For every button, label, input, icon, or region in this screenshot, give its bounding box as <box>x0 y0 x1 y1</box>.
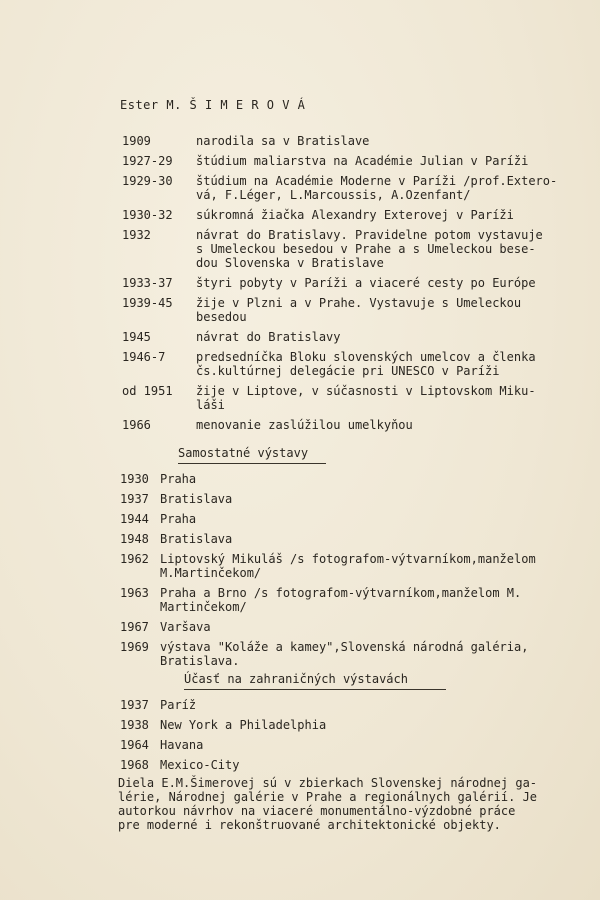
exhibition-year: 1930 <box>120 472 149 486</box>
bio-row <box>122 350 592 378</box>
exhibition-year: 1938 <box>120 718 149 732</box>
bio-text: štyri pobyty v Paríži a viaceré cesty po Európe <box>196 276 536 290</box>
exhibition-year: 1944 <box>120 512 149 526</box>
exhibition-text: Liptovský Mikuláš /s fotografom-výtvarníkom,manželom M.Martinčekom/ <box>160 552 536 580</box>
bio-year: 1932 <box>122 228 151 242</box>
heading-underline <box>184 689 446 690</box>
exhibition-text: Havana <box>160 738 204 752</box>
exhibition-text: Bratislava <box>160 492 233 506</box>
exhibition-row <box>120 532 590 546</box>
section-heading-text: Účasť na zahraničných výstavách <box>184 672 408 686</box>
bio-row <box>122 228 592 270</box>
bio-text: narodila sa v Bratislave <box>196 134 370 148</box>
exhibition-row <box>120 512 590 526</box>
exhibition-row <box>120 552 590 580</box>
exhibition-row <box>120 698 590 712</box>
exhibition-year: 1967 <box>120 620 149 634</box>
biography-list <box>122 134 592 438</box>
exhibition-row <box>120 758 590 772</box>
bio-text: návrat do Bratislavy <box>196 330 341 344</box>
exhibition-year: 1937 <box>120 698 149 712</box>
exhibition-year: 1964 <box>120 738 149 752</box>
section-heading-text: Samostatné výstavy <box>178 446 309 460</box>
bio-row <box>122 276 592 290</box>
bio-year: 1930-32 <box>122 208 173 222</box>
exhibition-row <box>120 718 590 732</box>
exhibition-year: 1962 <box>120 552 149 566</box>
bio-row <box>122 208 592 222</box>
exhibition-text: Praha <box>160 512 197 526</box>
exhibition-row <box>120 472 590 486</box>
bio-text: predsedníčka Bloku slovenských umelcov a členka čs.kultúrnej delegácie pri UNESCO v Paríži <box>196 350 536 378</box>
foreign-exhibitions-list <box>120 698 590 778</box>
bio-year: 1945 <box>122 330 151 344</box>
bio-year: 1927-29 <box>122 154 173 168</box>
closing-paragraph: Diela E.M.Šimerovej sú v zbierkach Slovenskej národnej ga- lérie, Národnej galérie v Prahe a regionálnych galérií. Je autorkou návrhov na viaceré monumentálno-výzdobné práce pre moderné i rekonštruované architektonické objekty. <box>118 776 538 832</box>
exhibition-row <box>120 738 590 752</box>
exhibition-year: 1968 <box>120 758 149 772</box>
bio-row <box>122 154 592 168</box>
bio-text: štúdium maliarstva na Académie Julian v Paríži <box>196 154 529 168</box>
bio-text: štúdium na Académie Moderne v Paríži /prof.Extero- vá, F.Léger, L.Marcoussis, A.Ozenfant/ <box>196 174 558 202</box>
exhibition-text: Praha <box>160 472 197 486</box>
exhibition-year: 1969 <box>120 640 149 654</box>
bio-year: 1966 <box>122 418 151 432</box>
bio-row <box>122 384 592 412</box>
bio-row <box>122 174 592 202</box>
bio-row <box>122 418 592 432</box>
bio-text: žije v Liptove, v súčasnosti v Liptovskom Miku- láši <box>196 384 536 412</box>
page-title: Ester M. Š I M E R O V Á <box>120 98 306 112</box>
exhibition-year: 1963 <box>120 586 149 600</box>
exhibition-row <box>120 620 590 634</box>
solo-exhibitions-list <box>120 472 590 674</box>
exhibition-text: Paríž <box>160 698 197 712</box>
exhibition-row <box>120 492 590 506</box>
heading-underline <box>178 463 326 464</box>
bio-text: žije v Plzni a v Prahe. Vystavuje s Umeleckou besedou <box>196 296 522 324</box>
exhibition-text: výstava "Koláže a kamey",Slovenská národná galéria, Bratislava. <box>160 640 529 668</box>
bio-year: 1946-7 <box>122 350 166 364</box>
solo-exhibitions-heading <box>178 446 326 464</box>
bio-year: od 1951 <box>122 384 173 398</box>
exhibition-text: Mexico-City <box>160 758 240 772</box>
bio-text: menovanie zaslúžilou umelkyňou <box>196 418 413 432</box>
bio-row <box>122 330 592 344</box>
bio-row <box>122 134 592 148</box>
bio-year: 1933-37 <box>122 276 173 290</box>
bio-text: návrat do Bratislavy. Pravidelne potom vystavuje s Umeleckou besedou v Prahe a s Umeleckou bese- dou Slovenska v Bratislave <box>196 228 543 270</box>
exhibition-year: 1937 <box>120 492 149 506</box>
exhibition-text: New York a Philadelphia <box>160 718 327 732</box>
exhibition-text: Varšava <box>160 620 211 634</box>
exhibition-row <box>120 640 590 668</box>
bio-year: 1909 <box>122 134 151 148</box>
bio-year: 1939-45 <box>122 296 173 310</box>
exhibition-text: Praha a Brno /s fotografom-výtvarníkom,manželom M. Martinčekom/ <box>160 586 522 614</box>
exhibition-year: 1948 <box>120 532 149 546</box>
foreign-exhibitions-heading <box>184 672 446 690</box>
bio-year: 1929-30 <box>122 174 173 188</box>
bio-row <box>122 296 592 324</box>
bio-text: súkromná žiačka Alexandry Exterovej v Paríži <box>196 208 514 222</box>
exhibition-text: Bratislava <box>160 532 233 546</box>
exhibition-row <box>120 586 590 614</box>
